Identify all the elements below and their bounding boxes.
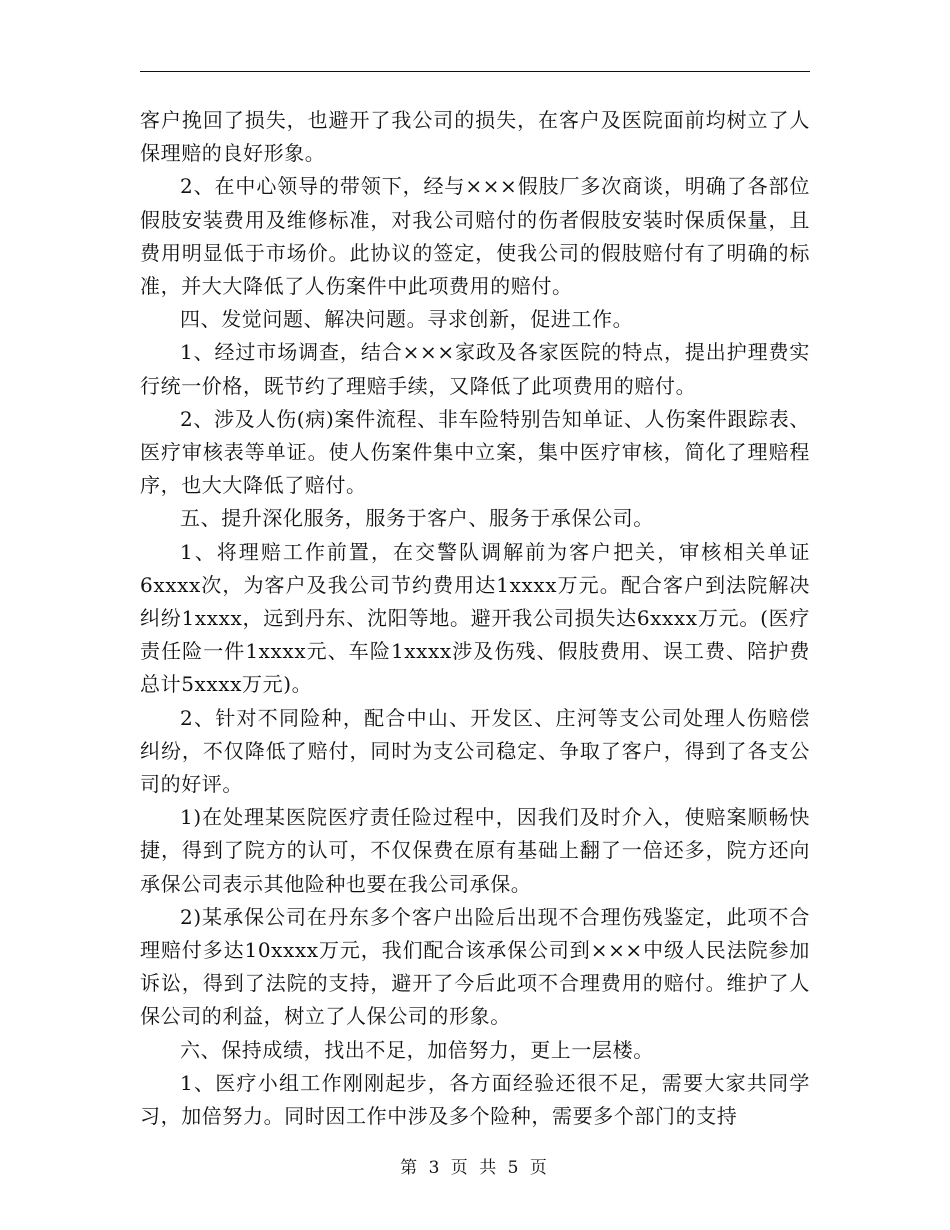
paragraph: 客户挽回了损失，也避开了我公司的损失，在客户及医院面前均树立了人保理赔的良好形象。 — [140, 108, 810, 166]
section-heading: 五、提升深化服务，服务于客户、服务于承保公司。 — [180, 506, 654, 531]
page-footer: 第 3 页 共 5 页 — [400, 1158, 550, 1178]
paragraph: 2、在中心领导的带领下，经与×××假肢厂多次商谈，明确了各部位假肢安装费用及维修标准，对我公司赔付的伤者假肢安装时保质保量，且费用明显低于市场价。此协议的签定，使我公司的假肢赔付有了明确的标准，并大大降低了人伤案件中此项费用的赔付。 — [140, 174, 810, 299]
document-body — [140, 104, 810, 1133]
paragraph: 1、将理赔工作前置，在交警队调解前为客户把关，审核相关单证6xxxx次，为客户及我公司节约费用达1xxxx万元。配合客户到法院解决纠纷1xxxx，远到丹东、沈阳等地。避开我公司损失达6xxxx万元。(医疗责任险一件1xxxx元、车险1xxxx涉及伤残、假肢费用、误工费、陪护费总计5xxxx万元)。 — [140, 539, 810, 697]
section-heading: 六、保持成绩，找出不足，加倍努力，更上一层楼。 — [180, 1037, 654, 1062]
section-heading: 四、发觉问题、解决问题。寻求创新，促进工作。 — [180, 307, 634, 332]
paragraph: 1、经过市场调查，结合×××家政及各家医院的特点，提出护理费实行统一价格，既节约了理赔手续，又降低了此项费用的赔付。 — [140, 340, 810, 398]
paragraph: 1)在处理某医院医疗责任险过程中，因我们及时介入，使赔案顺畅快捷，得到了院方的认可，不仅保费在原有基础上翻了一倍还多，院方还向承保公司表示其他险种也要在我公司承保。 — [140, 805, 810, 896]
paragraph: 2)某承保公司在丹东多个客户出险后出现不合理伤残鉴定，此项不合理赔付多达10xxxx万元，我们配合该承保公司到×××中级人民法院参加诉讼，得到了法院的支持，避开了今后此项不合理费用的赔付。维护了人保公司的利益，树立了人保公司的形象。 — [140, 904, 810, 1029]
paragraph: 2、针对不同险种，配合中山、开发区、庄河等支公司处理人伤赔偿纠纷，不仅降低了赔付，同时为支公司稳定、争取了客户，得到了各支公司的好评。 — [140, 705, 810, 797]
header-rule — [140, 71, 810, 72]
paragraph: 2、涉及人伤(病)案件流程、非车险特别告知单证、人伤案件跟踪表、医疗审核表等单证。使人伤案件集中立案，集中医疗审核，简化了理赔程序，也大大降低了赔付。 — [140, 406, 810, 498]
paragraph: 1、医疗小组工作刚刚起步，各方面经验还很不足，需要大家共同学习，加倍努力。同时因工作中涉及多个险种，需要多个部门的支持 — [140, 1070, 810, 1129]
